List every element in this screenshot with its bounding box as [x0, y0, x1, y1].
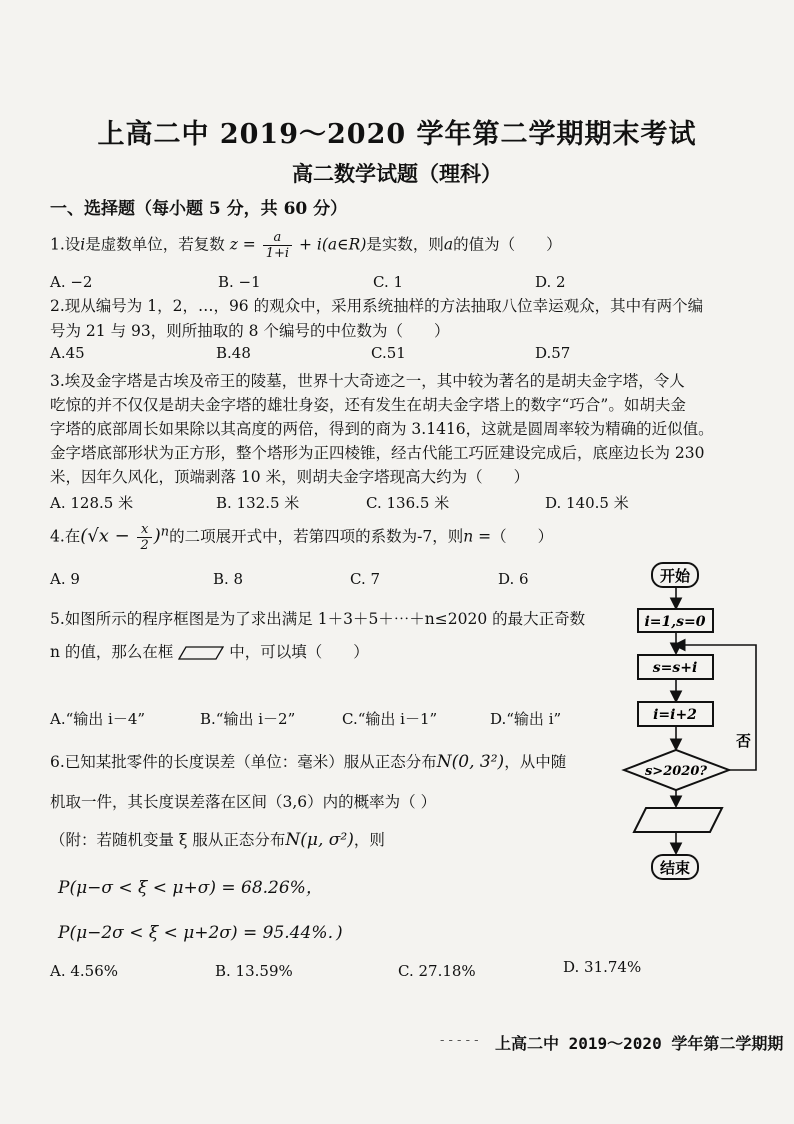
question-5-line-2: n 的值，那么在框 中，可以填（ ）	[50, 643, 369, 661]
q2-option-d[interactable]: D.57	[535, 344, 571, 362]
q3-option-a[interactable]: A. 128.5 米	[50, 494, 134, 512]
question-3-line-2: 吃惊的并不仅仅是胡夫金字塔的雄壮身姿，还有发生在胡夫金字塔上的数字“巧合”。如胡夫金	[50, 396, 686, 414]
exam-subtitle: 高二数学试题（理科）	[292, 161, 502, 186]
question-6-line-2: 机取一件，其长度误差落在区间（3,6）内的概率为（ ）	[50, 793, 437, 811]
q4-option-c[interactable]: C. 7	[350, 570, 381, 588]
flow-increment-label: i=i+2	[653, 707, 697, 723]
q6-option-a[interactable]: A. 4.56%	[50, 962, 119, 980]
q1-option-d[interactable]: D. 2	[535, 273, 566, 291]
q2-option-c[interactable]: C.51	[371, 344, 406, 362]
fraction: $\frac{x}{2}$	[137, 522, 151, 553]
question-5-line-1: 5.如图所示的程序框图是为了求出满足 1＋3＋5＋⋯＋n≤2020 的最大正奇数	[50, 610, 586, 628]
q5-option-c[interactable]: C.“输出 i－1”	[342, 710, 438, 728]
flow-end-label: 结束	[659, 859, 691, 877]
exam-title: 上高二中 2019～2020 学年第二学期期末考试	[97, 119, 697, 150]
q3-option-c[interactable]: C. 136.5 米	[366, 494, 450, 512]
q1-option-a[interactable]: A. −2	[50, 273, 93, 291]
q6-option-c[interactable]: C. 27.18%	[398, 962, 476, 980]
question-6-line-1: 6.已知某批零件的长度误差（单位：毫米）服从正态分布N(0, 3²)，从中随	[50, 752, 567, 772]
question-6-line-3: （附：若随机变量 ξ 服从正态分布N(μ, σ²)，则	[50, 830, 385, 850]
section-heading: 一、选择题（每小题 5 分，共 60 分）	[50, 199, 348, 219]
q6-option-b[interactable]: B. 13.59%	[215, 962, 293, 980]
q4-option-d[interactable]: D. 6	[498, 570, 529, 588]
q5-option-b[interactable]: B.“输出 i－2”	[200, 710, 296, 728]
q5-option-d[interactable]: D.“输出 i”	[490, 710, 562, 728]
flow-sum-label: s=s+i	[652, 660, 698, 676]
formula-2: P(μ−2σ < ξ < μ+2σ) = 95.44%．)	[58, 923, 343, 943]
question-3-line-5: 米，因年久风化，顶端剥落 10 米，则胡夫金字塔现高大约为（ ）	[50, 468, 530, 486]
flow-condition-label: s>2020?	[644, 764, 708, 779]
question-2-line-1: 2.现从编号为 1，2，…，96 的观众中，采用系统抽样的方法抽取八位幸运观众，其中有两个编	[50, 297, 704, 315]
question-1: 1.设i是虚数单位，若复数 z = $\frac{a}{1+i}$ + i(a∈R)是实数，则a的值为（ ）	[50, 230, 562, 261]
flow-init-label: i=1,s=0	[644, 614, 706, 630]
q6-option-d[interactable]: D. 31.74%	[563, 958, 642, 976]
formula-1: P(μ−σ < ξ < μ+σ) = 68.26%，	[58, 878, 323, 898]
flow-no-label: 否	[736, 732, 752, 750]
flow-start-label: 开始	[659, 567, 691, 585]
q4-option-a[interactable]: A. 9	[50, 570, 80, 588]
q1-option-c[interactable]: C. 1	[373, 273, 404, 291]
q2-option-b[interactable]: B.48	[216, 344, 251, 362]
fraction: $\frac{a}{1+i}$	[263, 230, 292, 261]
question-4: 4.在(√x − $\frac{x}{2}$ )$^n$的二项展开式中，若第四项的系数为-7，则n =（ ）	[50, 522, 554, 553]
question-3-line-3: 字塔的底部周长如果除以其高度的两倍，得到的商为 3.1416，这就是圆周率较为精确的近似值。	[50, 420, 714, 438]
question-3-line-1: 3.埃及金字塔是古埃及帝王的陵墓，世界十大奇迹之一，其中较为著名的是胡夫金字塔，令人	[50, 372, 685, 390]
q5-option-a[interactable]: A.“输出 i－4”	[50, 710, 146, 728]
q3-option-d[interactable]: D. 140.5 米	[545, 494, 629, 512]
q4-option-b[interactable]: B. 8	[213, 570, 244, 588]
footer-dash: - - - - -	[440, 1033, 479, 1048]
footer-text: 上高二中 2019～2020 学年第二学期期	[495, 1034, 784, 1053]
q3-option-b[interactable]: B. 132.5 米	[216, 494, 300, 512]
question-3-line-4: 金字塔底部形状为正方形，整个塔形为正四棱锥，经古代能工巧匠建设完成后，底座边长为 230	[50, 444, 705, 462]
question-2-line-2: 号为 21 与 93，则所抽取的 8 个编号的中位数为（ ）	[50, 322, 450, 340]
flow-output-node	[634, 808, 722, 832]
q1-option-b[interactable]: B. −1	[218, 273, 261, 291]
q2-option-a[interactable]: A.45	[50, 344, 85, 362]
